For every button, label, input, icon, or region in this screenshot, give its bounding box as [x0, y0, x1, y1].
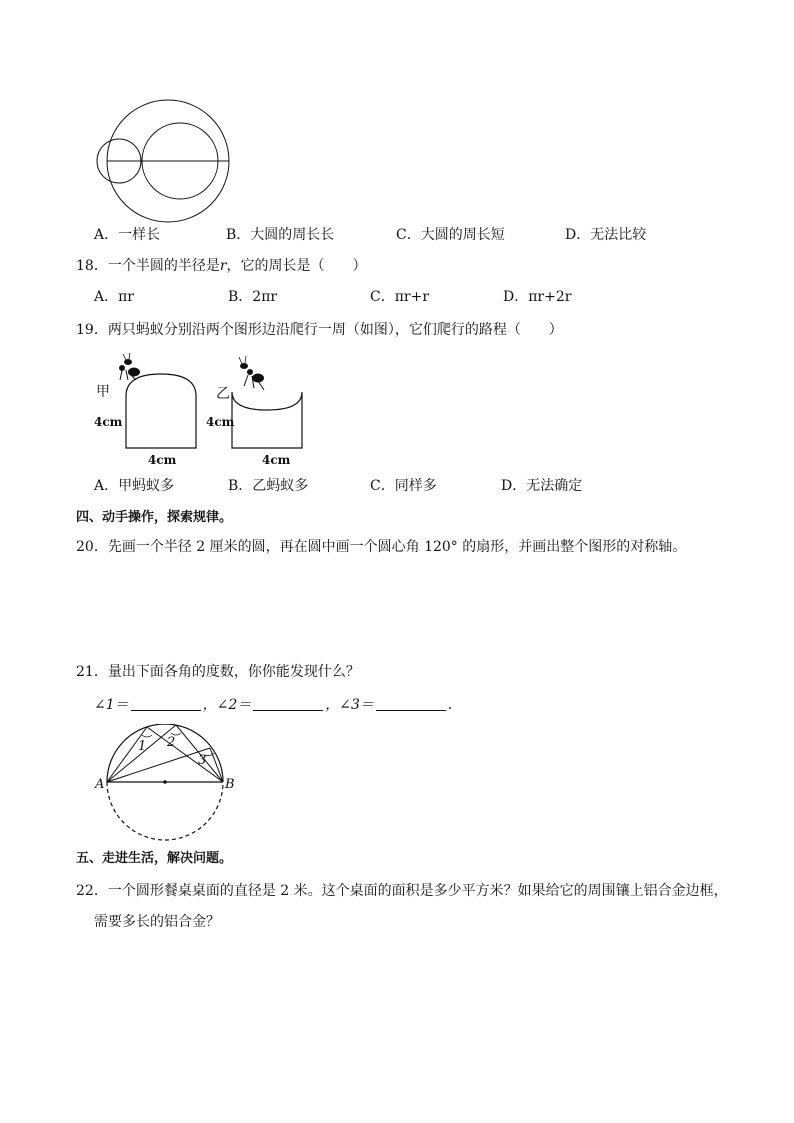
q17-option-c: C．大圆的周长短: [396, 227, 505, 243]
angle2-blank[interactable]: [253, 696, 323, 711]
width-yi: 4cm: [262, 453, 291, 467]
q19-option-b: B．乙蚂蚁多: [228, 478, 309, 494]
width-jia: 4cm: [148, 453, 177, 467]
q18-var: r: [219, 258, 227, 274]
q18-option-c: C．πr+r: [370, 289, 430, 305]
shape-jia: [126, 374, 196, 448]
q19-question: 19．两只蚂蚁分别沿两个图形边沿爬行一周（如图），它们爬行的路程（ ）: [76, 322, 563, 338]
ant-jia-icon: [119, 353, 140, 380]
center-dot: [163, 780, 167, 784]
section-4-title: 四、动手操作，探索规律。: [76, 510, 233, 525]
q17-option-b: B．大圆的周长长: [226, 227, 335, 243]
q18-question: 18．一个半圆的半径是r，它的周长是（ ）: [76, 258, 367, 274]
point-a-label: A: [95, 777, 105, 792]
q19-option-a: A．甲蚂蚁多: [94, 478, 175, 494]
q18-option-b: B．2πr: [228, 289, 278, 305]
lower-semicircle-dashed: [107, 782, 223, 840]
q22-line2: 需要多长的铝合金？: [94, 914, 220, 930]
q19-option-d: D．无法确定: [501, 478, 583, 494]
point-b-label: B: [225, 777, 235, 792]
q21-question: 21．量出下面各角的度数，你你能发现什么？: [76, 664, 360, 680]
q19-ant-figure: [92, 352, 312, 470]
label-jia: 甲: [96, 384, 110, 400]
angle-label-2: 2: [167, 735, 176, 750]
shape-yi: [232, 392, 302, 448]
q17-option-d: D．无法比较: [565, 227, 647, 243]
height-jia: 4cm: [94, 415, 123, 429]
q18-option-a: A．πr: [94, 289, 135, 305]
angle-label-1: 1: [138, 739, 147, 754]
angle-label-3: 3: [198, 753, 207, 768]
q19-option-c: C．同样多: [370, 478, 437, 494]
height-yi: 4cm: [206, 415, 235, 429]
angle1-blank[interactable]: [131, 696, 201, 711]
label-yi: 乙: [216, 386, 230, 402]
q22-line1: 22．一个圆形餐桌桌面的直径是 2 米。这个桌面的面积是多少平方米？如果给它的周围镶上铝合金边框，: [76, 883, 728, 899]
section-5-title: 五、走进生活，解决问题。: [76, 851, 233, 866]
q21-circle-angle-figure: [92, 724, 238, 842]
q21-angle-blanks: ∠1＝ ，∠2＝ ，∠3＝ ．: [94, 697, 462, 713]
q17-circles-figure: [92, 96, 244, 226]
ant-yi-icon: [239, 356, 264, 390]
q18-option-d: D．πr+2r: [503, 289, 572, 305]
q17-option-a: A．一样长: [94, 227, 161, 243]
q20-question: 20．先画一个半径 2 厘米的圆，再在圆中画一个圆心角 120° 的扇形，并画出整个图形的对称轴。: [76, 539, 687, 555]
angle3-blank[interactable]: [376, 696, 446, 711]
